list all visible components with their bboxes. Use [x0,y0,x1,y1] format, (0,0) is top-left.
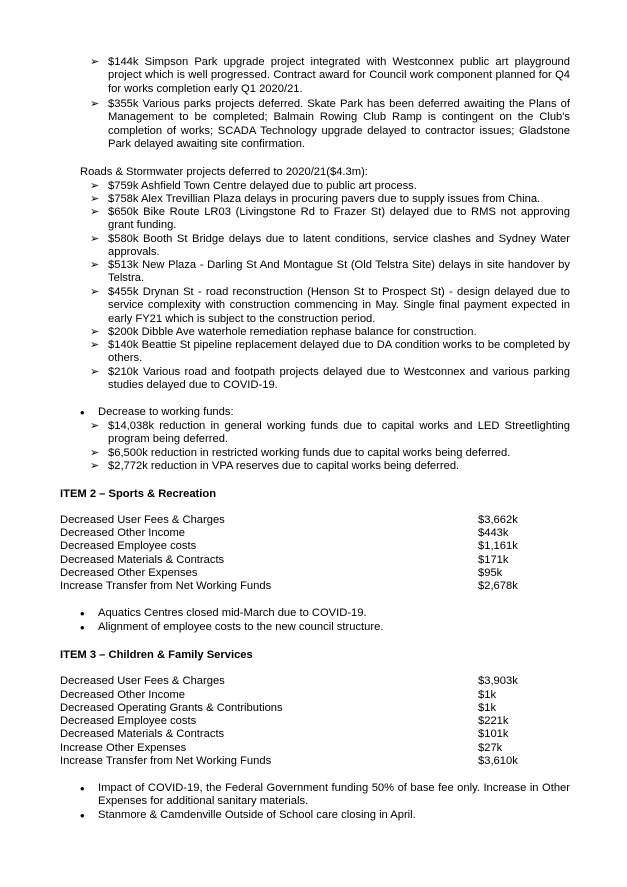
row-label: Increase Transfer from Net Working Funds [60,755,272,767]
arrow-bullet-icon: ➢ [90,180,100,192]
list-item-text: $355k Various parks projects deferred. Skate Park has been deferred awaiting the Plans of Management to be completed; Balmain Rowing Club Ramp is contingent on the Club's completion of works; SCADA Technology upgrade delayed to contractor issues; Gladstone Park delayed awaiting site confirmation. [108,98,570,151]
arrow-bullet-icon: ➢ [90,366,100,378]
row-label: Decreased Materials & Contracts [60,728,225,740]
row-amount: $101k [478,728,509,740]
list-item-text: $14,038k reduction in general working funds due to capital works and LED Streetlighting program being deferred. [108,420,570,446]
list-item-text: $144k Simpson Park upgrade project integrated with Westconnex public art playground project which is well progressed. Contract award for Council work component planned for Q4 for works completion early Q1 2020/21. [108,56,570,95]
list-item [90,206,570,233]
row-label: Decreased User Fees & Charges [60,514,225,526]
arrow-bullet-icon: ➢ [90,233,100,245]
arrow-bullet-icon: ➢ [90,286,100,298]
list-item-text: $580k Booth St Bridge delays due to latent conditions, service clashes and Sydney Water approvals. [108,233,570,259]
table-row [60,702,580,716]
list-item [90,366,570,393]
table-row [60,742,580,756]
list-item-text: $650k Bike Route LR03 (Livingstone Rd to Frazer St) delayed due to RMS not approving grant funding. [108,206,570,232]
row-amount: $1k [478,702,497,714]
arrow-bullet-icon: ➢ [90,206,100,218]
table-row [60,567,580,581]
row-label: Decreased Employee costs [60,715,197,727]
row-label: Decreased Materials & Contracts [60,554,225,566]
arrow-bullet-icon: ➢ [90,259,100,271]
item3-heading: ITEM 3 – Children & Family Services [60,649,253,661]
list-item-text: $758k Alex Trevillian Plaza delays in procuring pavers due to supply issues from China. [108,193,541,205]
list-item [90,326,570,339]
list-item-text: $210k Various road and footpath projects delayed due to Westconnex and various parking studies delayed due to COVID-19. [108,366,570,392]
arrow-bullet-icon: ➢ [90,420,100,432]
list-item [80,406,570,419]
bullet-icon: • [80,606,85,621]
list-item [90,259,570,286]
table-row [60,728,580,742]
roads-heading: Roads & Stormwater projects deferred to 2020/21($4.3m): [80,166,368,178]
list-item [90,180,570,193]
list-item [80,607,570,620]
arrow-bullet-icon: ➢ [90,193,100,205]
row-label: Decreased Other Income [60,527,185,539]
row-amount: $1k [478,689,497,701]
row-amount: $171k [478,554,509,566]
table-row [60,755,580,769]
row-amount: $3,662k [478,514,518,526]
list-item [90,447,570,460]
bullet-icon: • [80,781,85,796]
bullet-icon: • [80,808,85,823]
row-label: Decreased Other Expenses [60,567,198,579]
bullet-icon: • [80,405,85,420]
arrow-bullet-icon: ➢ [90,56,100,68]
table-row [60,689,580,703]
list-item [80,782,570,809]
table-row [60,580,580,594]
bullet-icon: • [80,620,85,635]
list-item [90,420,570,447]
list-item-text: $140k Beattie St pipeline replacement delayed due to DA condition works to be completed by others. [108,339,570,365]
arrow-bullet-icon: ➢ [90,460,100,472]
list-item [80,621,570,634]
list-item [90,460,570,473]
list-item-text: $6,500k reduction in restricted working funds due to capital works being deferred. [108,447,511,459]
list-item [90,98,570,152]
row-label: Increase Transfer from Net Working Funds [60,580,272,592]
list-item-text: Aquatics Centres closed mid-March due to COVID-19. [98,607,367,619]
list-item-text: $455k Drynan St - road reconstruction (Henson St to Prospect St) - design delayed due to service complexity with construction commencing in May. Single final payment expected in early FY21 which is subject to the construction period. [108,286,570,325]
list-item [90,56,570,96]
row-amount: $1,161k [478,540,518,552]
row-amount: $3,610k [478,755,518,767]
arrow-bullet-icon: ➢ [90,326,100,338]
arrow-bullet-icon: ➢ [90,98,100,110]
list-item-text: Decrease to working funds: [98,406,234,418]
list-item [90,233,570,260]
row-amount: $443k [478,527,509,539]
list-item-text: $200k Dibble Ave waterhole remediation rephase balance for construction. [108,326,477,338]
list-item [90,286,570,326]
table-row [60,527,580,541]
row-amount: $221k [478,715,509,727]
list-item [90,193,570,206]
row-label: Increase Other Expenses [60,742,187,754]
list-item-text: Alignment of employee costs to the new council structure. [98,621,384,633]
row-label: Decreased Other Income [60,689,185,701]
list-item-text: Impact of COVID-19, the Federal Government funding 50% of base fee only. Increase in Other Expenses for additional sanitary materials. [98,782,570,808]
row-amount: $27k [478,742,503,754]
item2-heading: ITEM 2 – Sports & Recreation [60,488,217,500]
row-label: Decreased Employee costs [60,540,197,552]
row-label: Decreased User Fees & Charges [60,675,225,687]
row-amount: $95k [478,567,503,579]
list-item-text: $2,772k reduction in VPA reserves due to capital works being deferred. [108,460,460,472]
row-amount: $2,678k [478,580,518,592]
table-row [60,715,580,729]
row-amount: $3,903k [478,675,518,687]
arrow-bullet-icon: ➢ [90,447,100,459]
list-item-text: $513k New Plaza - Darling St And Montague St (Old Telstra Site) delays in site handover by Telstra. [108,259,570,285]
table-row [60,554,580,568]
table-row [60,514,580,528]
table-row [60,675,580,689]
table-row [60,540,580,554]
row-label: Decreased Operating Grants & Contributions [60,702,283,714]
arrow-bullet-icon: ➢ [90,339,100,351]
list-item-text: Stanmore & Camdenville Outside of School care closing in April. [98,809,416,821]
list-item [90,339,570,366]
list-item [80,809,570,822]
list-item-text: $759k Ashfield Town Centre delayed due to public art process. [108,180,417,192]
